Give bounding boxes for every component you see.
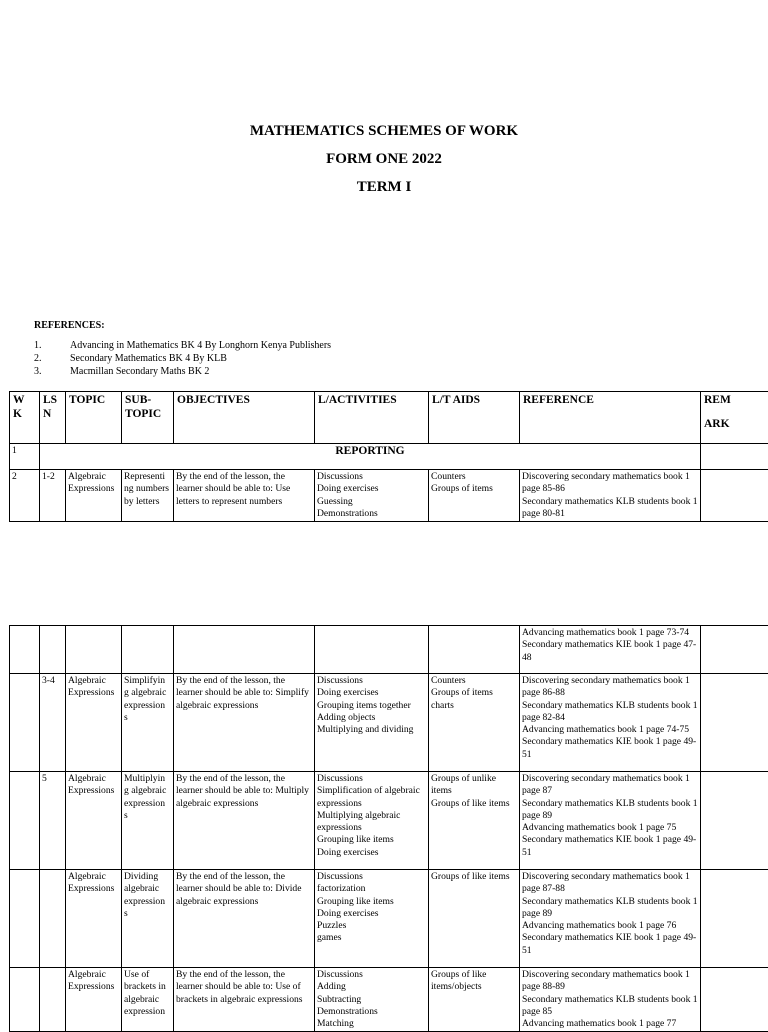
cell-activities — [315, 968, 429, 1032]
reference-line: Advancing mathematics book 1 page 75 — [522, 822, 698, 834]
activity-line: Demonstrations — [317, 1006, 426, 1018]
cell-reference — [520, 674, 701, 772]
cell-reference — [520, 772, 701, 870]
cell-topic: Algebraic Expressions — [66, 772, 122, 870]
cell-remark — [701, 674, 768, 772]
reference-number: 1. — [34, 340, 70, 353]
header-wk: W K — [10, 392, 40, 444]
activity-line: factorization — [317, 883, 426, 895]
reference-line: Secondary mathematics KLB students book 1 page 89 — [522, 896, 698, 921]
activity-line: Simplification of algebraic expressions — [317, 785, 426, 810]
activity-line: Subtracting — [317, 994, 426, 1006]
cell-lsn: 5 — [40, 772, 66, 870]
cell-lsn — [40, 626, 66, 674]
reference-line: Discovering secondary mathematics book 1 page 88-89 — [522, 969, 698, 994]
cell-reference — [520, 626, 701, 674]
header-topic: TOPIC — [66, 392, 122, 444]
reference-line: Secondary mathematics KIE book 1 page 49-51 — [522, 932, 698, 957]
activity-line: Doing exercises — [317, 908, 426, 920]
cell-aids — [429, 968, 520, 1032]
scheme-table-1 — [9, 391, 768, 522]
cell-activities — [315, 674, 429, 772]
activity-line: Doing exercises — [317, 847, 426, 859]
reference-line: Advancing mathematics book 1 page 76 — [522, 920, 698, 932]
reference-line: Secondary mathematics KLB students book 1 page 82-84 — [522, 700, 698, 725]
cell-topic: Algebraic Expressions — [66, 674, 122, 772]
cell-lsn — [40, 870, 66, 968]
cell-remark — [701, 444, 768, 470]
activity-line: Grouping like items — [317, 834, 426, 846]
cell-remark — [701, 968, 768, 1032]
cell-subtopic: Representi ng numbers by letters — [122, 470, 174, 522]
reference-item — [34, 366, 331, 379]
cell-lsn — [40, 968, 66, 1032]
cell-topic: Algebraic Expressions — [66, 470, 122, 522]
activity-line: Multiplying algebraic expressions — [317, 810, 426, 835]
reference-text: Secondary Mathematics BK 4 By KLB — [70, 353, 227, 366]
reference-item — [34, 353, 331, 366]
cell-reference — [520, 470, 701, 522]
reference-number: 2. — [34, 353, 70, 366]
cell-activities — [315, 772, 429, 870]
cell-objectives: By the end of the lesson, the learner should be able to: Multiply algebraic expressions — [174, 772, 315, 870]
table-row — [10, 470, 768, 522]
table-row — [10, 870, 768, 968]
activity-line: Adding objects — [317, 712, 426, 724]
activity-line: Demonstrations — [317, 508, 426, 520]
cell-objectives — [174, 626, 315, 674]
reference-line: Secondary mathematics KLB students book 1 page 89 — [522, 798, 698, 823]
aid-line: Groups of like items — [431, 871, 517, 883]
aid-line: Groups of like items — [431, 798, 517, 810]
references-heading: REFERENCES: — [34, 320, 331, 331]
cell-wk — [10, 870, 40, 968]
reference-line: Secondary mathematics KLB students book 1 page 80-81 — [522, 496, 698, 521]
aid-line: Groups of items — [431, 483, 517, 495]
reference-line: Discovering secondary mathematics book 1 page 86-88 — [522, 675, 698, 700]
cell-reference — [520, 870, 701, 968]
header-activities: L/ACTIVITIES — [315, 392, 429, 444]
cell-remark — [701, 870, 768, 968]
header-objectives: OBJECTIVES — [174, 392, 315, 444]
cell-aids — [429, 626, 520, 674]
scheme-table-2 — [9, 625, 768, 1032]
table-header-row — [10, 392, 768, 444]
doc-title: MATHEMATICS SCHEMES OF WORK — [0, 123, 768, 140]
aid-line: Counters — [431, 471, 517, 483]
table-row-reporting — [10, 444, 768, 470]
reference-line: Advancing mathematics book 1 page 77 — [522, 1018, 698, 1030]
header-reference: REFERENCE — [520, 392, 701, 444]
cell-remark — [701, 626, 768, 674]
activity-line: Guessing — [317, 496, 426, 508]
reference-text: Advancing in Mathematics BK 4 By Longhorn Kenya Publishers — [70, 340, 331, 353]
reference-line: Secondary mathematics KIE book 1 page 49-51 — [522, 834, 698, 859]
header-remark-part1: REM — [704, 394, 731, 406]
cell-objectives: By the end of the lesson, the learner should be able to: Use of brackets in algebraic expressions — [174, 968, 315, 1032]
reference-text: Macmillan Secondary Maths BK 2 — [70, 366, 209, 379]
activity-line: Discussions — [317, 471, 426, 483]
cell-remark — [701, 470, 768, 522]
activity-line: Discussions — [317, 675, 426, 687]
table-row — [10, 968, 768, 1032]
aid-line: Groups of like items/objects — [431, 969, 517, 994]
cell-aids — [429, 870, 520, 968]
activity-line: Multiplying and dividing — [317, 724, 426, 736]
cell-topic — [66, 626, 122, 674]
cell-activities — [315, 470, 429, 522]
cell-remark — [701, 772, 768, 870]
aid-line: Counters — [431, 675, 517, 687]
reference-line: Advancing mathematics book 1 page 73-74 — [522, 627, 698, 639]
cell-activities — [315, 626, 429, 674]
table-row — [10, 772, 768, 870]
activity-line: Doing exercises — [317, 483, 426, 495]
cell-subtopic: Dividing algebraic expression s — [122, 870, 174, 968]
cell-topic: Algebraic Expressions — [66, 870, 122, 968]
cell-topic: Algebraic Expressions — [66, 968, 122, 1032]
cell-wk — [10, 968, 40, 1032]
activity-line: Matching — [317, 1018, 426, 1030]
cell-objectives: By the end of the lesson, the learner should be able to: Divide algebraic expressions — [174, 870, 315, 968]
reference-line: Discovering secondary mathematics book 1 page 85-86 — [522, 471, 698, 496]
cell-aids — [429, 470, 520, 522]
cell-subtopic: Simplifyin g algebraic expression s — [122, 674, 174, 772]
table-row — [10, 626, 768, 674]
activity-line: Adding — [317, 981, 426, 993]
reference-line: Discovering secondary mathematics book 1 page 87-88 — [522, 871, 698, 896]
aid-line: charts — [431, 700, 517, 712]
cell-wk: 2 — [10, 470, 40, 522]
activity-line: Discussions — [317, 871, 426, 883]
reference-line: Advancing mathematics book 1 page 74-75 — [522, 724, 698, 736]
table-row — [10, 674, 768, 772]
aid-line: Groups of unlike items — [431, 773, 517, 798]
cell-lsn: 1-2 — [40, 470, 66, 522]
activity-line: games — [317, 932, 426, 944]
header-aids: L/T AIDS — [429, 392, 520, 444]
cell-wk: 1 — [10, 444, 40, 470]
doc-form: FORM ONE 2022 — [0, 151, 768, 168]
activity-line: Discussions — [317, 773, 426, 785]
reference-line: Secondary mathematics KIE book 1 page 47-48 — [522, 639, 698, 664]
cell-reference — [520, 968, 701, 1032]
references-section — [34, 320, 331, 378]
reporting-cell: REPORTING — [40, 444, 701, 470]
reference-line: Secondary mathematics KIE book 1 page 49-51 — [522, 736, 698, 761]
activity-line: Grouping items together — [317, 700, 426, 712]
reference-item — [34, 340, 331, 353]
cell-subtopic — [122, 626, 174, 674]
activity-line: Doing exercises — [317, 687, 426, 699]
header-remark — [701, 392, 768, 444]
cell-subtopic: Use of brackets in algebraic expression — [122, 968, 174, 1032]
cell-objectives: By the end of the lesson, the learner should be able to: Use letters to represent numbers — [174, 470, 315, 522]
aid-line: Groups of items — [431, 687, 517, 699]
activity-line: Puzzles — [317, 920, 426, 932]
cell-wk — [10, 772, 40, 870]
cell-subtopic: Multiplyin g algebraic expression s — [122, 772, 174, 870]
header-remark-part2: ARK — [704, 417, 768, 431]
reference-line: Discovering secondary mathematics book 1 page 87 — [522, 773, 698, 798]
doc-term: TERM I — [0, 179, 768, 196]
header-subtopic: SUB-TOPIC — [122, 392, 174, 444]
reference-line: Secondary mathematics KLB students book 1 page 85 — [522, 994, 698, 1019]
header-lsn: LS N — [40, 392, 66, 444]
cell-objectives: By the end of the lesson, the learner should be able to: Simplify algebraic expressions — [174, 674, 315, 772]
activity-line: Grouping like items — [317, 896, 426, 908]
reference-number: 3. — [34, 366, 70, 379]
cell-lsn: 3-4 — [40, 674, 66, 772]
cell-aids — [429, 772, 520, 870]
activity-line: Discussions — [317, 969, 426, 981]
cell-wk — [10, 626, 40, 674]
cell-activities — [315, 870, 429, 968]
cell-wk — [10, 674, 40, 772]
cell-aids — [429, 674, 520, 772]
